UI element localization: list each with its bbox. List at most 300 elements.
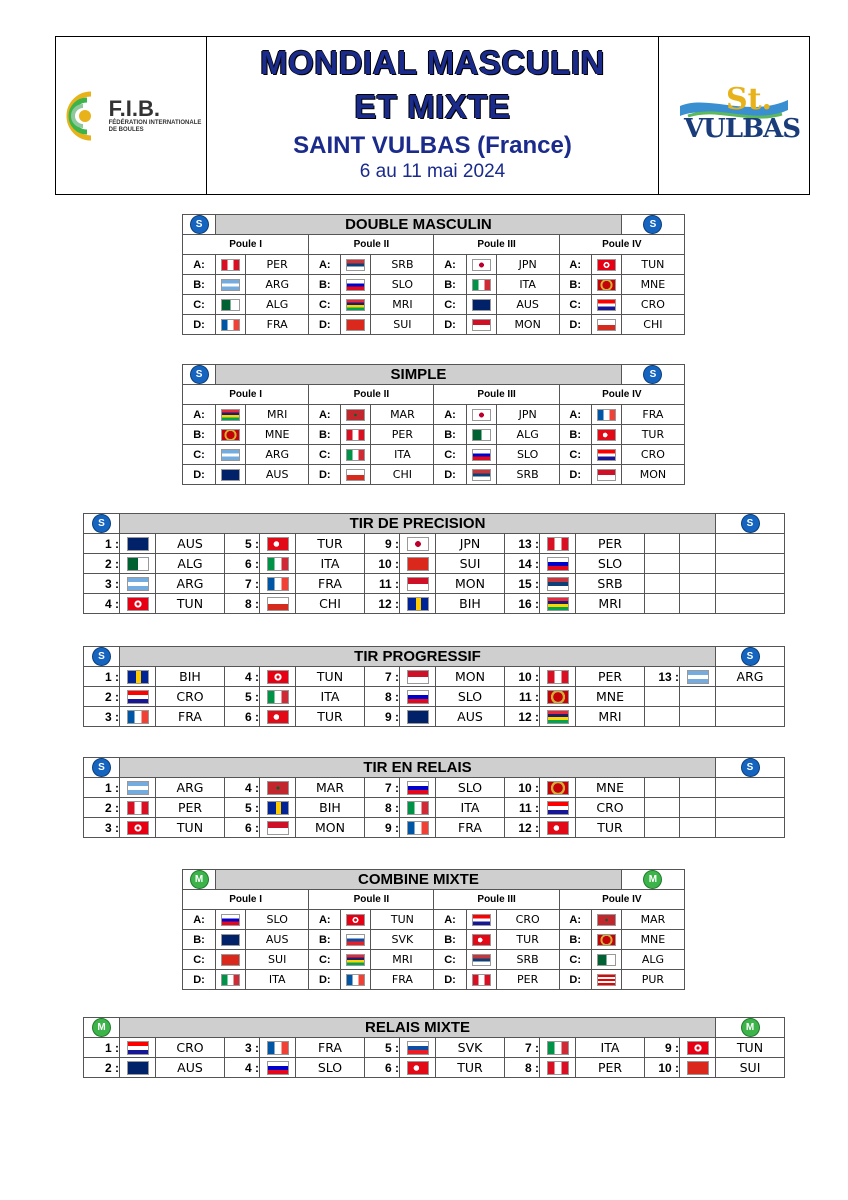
flag-srb-icon — [547, 577, 569, 591]
flag-tur-icon — [547, 821, 569, 835]
country-code: ARG — [156, 574, 225, 594]
pool-header: Poule IV — [559, 235, 684, 255]
flag-alg-icon — [127, 557, 149, 571]
country-code: CRO — [156, 687, 225, 707]
country-code: MNE — [621, 275, 684, 295]
flag-cell — [341, 315, 371, 335]
flag-ita-icon — [472, 279, 491, 291]
rank-label: 10 : — [365, 554, 400, 574]
flag-cell — [591, 930, 621, 950]
badge-cell-right — [621, 215, 684, 235]
table-row — [183, 255, 685, 275]
empty-cell — [716, 798, 785, 818]
country-code: JPN — [436, 534, 505, 554]
flag-mar-icon — [267, 781, 289, 795]
flag-fra-icon — [346, 974, 365, 986]
flag-cell — [216, 295, 246, 315]
flag-aus-icon — [221, 934, 240, 946]
country-code: PER — [576, 667, 645, 687]
seed-label: C: — [183, 950, 216, 970]
badge-cell-right — [716, 514, 785, 534]
rank-label: 5 : — [225, 687, 260, 707]
section-title: DOUBLE MASCULIN — [216, 215, 622, 235]
flag-cell — [540, 1058, 576, 1078]
flag-cell — [260, 534, 296, 554]
combine-mixte-table — [182, 869, 685, 990]
rank-label: 3 : — [84, 707, 120, 727]
rank-label: 5 : — [225, 798, 260, 818]
country-code: ARG — [156, 778, 225, 798]
country-code: MON — [496, 315, 559, 335]
flag-alg-icon — [472, 429, 491, 441]
flag-cell — [466, 405, 496, 425]
flag-cell — [591, 295, 621, 315]
flag-cell — [466, 425, 496, 445]
rank-label: 7 : — [505, 1038, 540, 1058]
flag-cell — [591, 255, 621, 275]
country-code: SUI — [716, 1058, 785, 1078]
flag-srb-icon — [472, 469, 491, 481]
flag-cell — [400, 1038, 436, 1058]
seed-label: B: — [183, 425, 216, 445]
badge-cell-right — [716, 758, 785, 778]
flag-cell — [120, 1038, 156, 1058]
flag-cell — [260, 778, 296, 798]
section-title-bar — [183, 870, 685, 890]
section-title: RELAIS MIXTE — [120, 1018, 716, 1038]
flag-cell — [400, 1058, 436, 1078]
empty-cell — [716, 818, 785, 838]
dates: 6 au 11 mai 2024 — [359, 161, 506, 182]
rank-label: 10 : — [505, 667, 540, 687]
table-row — [84, 1058, 785, 1078]
flag-arg-icon — [127, 577, 149, 591]
rank-label: 1 : — [84, 667, 120, 687]
flag-cell — [260, 707, 296, 727]
seed-label: D: — [559, 970, 591, 990]
empty-cell — [645, 574, 680, 594]
flag-cell — [400, 574, 436, 594]
country-code: FRA — [436, 818, 505, 838]
country-code: AUS — [156, 1058, 225, 1078]
rank-label: 13 : — [505, 534, 540, 554]
section-title: TIR DE PRECISION — [120, 514, 716, 534]
flag-srb-icon — [346, 259, 365, 271]
flag-per-icon — [472, 974, 491, 986]
country-code: ALG — [621, 950, 684, 970]
seed-label: B: — [434, 275, 466, 295]
rank-label: 16 : — [505, 594, 540, 614]
flag-cell — [400, 554, 436, 574]
flag-cell — [540, 554, 576, 574]
country-code: AUS — [246, 465, 309, 485]
flag-cell — [680, 1038, 716, 1058]
empty-cell — [680, 798, 716, 818]
seed-label: D: — [434, 465, 466, 485]
rank-label: 3 : — [84, 818, 120, 838]
flag-cell — [540, 574, 576, 594]
seed-label: D: — [434, 315, 466, 335]
fib-abbr: F.I.B. — [108, 95, 160, 121]
flag-slo-icon — [267, 1061, 289, 1075]
country-code: ALG — [496, 425, 559, 445]
location: SAINT VULBAS (France) — [293, 132, 572, 159]
flag-per-icon — [547, 537, 569, 551]
flag-mon-icon — [267, 821, 289, 835]
flag-slo-icon — [221, 914, 240, 926]
flag-cell — [216, 465, 246, 485]
rank-label: 12 : — [505, 707, 540, 727]
flag-cell — [591, 425, 621, 445]
badge-cell-left — [183, 215, 216, 235]
table-row — [84, 798, 785, 818]
country-code: ARG — [246, 275, 309, 295]
pool-header-row — [183, 235, 685, 255]
flag-sui-icon — [687, 1061, 709, 1075]
flag-cell — [260, 687, 296, 707]
badge-cell-right — [621, 870, 684, 890]
flag-cell — [120, 574, 156, 594]
seed-label: C: — [559, 950, 591, 970]
empty-cell — [645, 534, 680, 554]
flag-cell — [341, 445, 371, 465]
country-code: SRB — [576, 574, 645, 594]
country-code: CHI — [621, 315, 684, 335]
country-code: PER — [576, 1058, 645, 1078]
seed-label: C: — [559, 295, 591, 315]
empty-cell — [716, 594, 785, 614]
seed-label: C: — [434, 950, 466, 970]
table-row — [84, 534, 785, 554]
flag-ita-icon — [267, 690, 289, 704]
country-code: AUS — [496, 295, 559, 315]
flag-cell — [216, 255, 246, 275]
rank-label: 2 : — [84, 554, 120, 574]
seed-label: D: — [434, 970, 466, 990]
rank-label: 7 : — [225, 574, 260, 594]
rank-label: 2 : — [84, 798, 120, 818]
seed-label: B: — [309, 275, 341, 295]
singles-badge-icon: S — [93, 759, 110, 776]
seed-label: B: — [434, 930, 466, 950]
flag-cro-icon — [127, 1041, 149, 1055]
seed-label: A: — [434, 255, 466, 275]
country-code: CRO — [576, 798, 645, 818]
flag-cell — [341, 275, 371, 295]
seed-label: B: — [559, 275, 591, 295]
flag-cell — [341, 295, 371, 315]
pool-header: Poule I — [183, 890, 309, 910]
flag-ita-icon — [346, 449, 365, 461]
country-code: MON — [296, 818, 365, 838]
rank-label: 13 : — [645, 667, 680, 687]
section-title: TIR EN RELAIS — [120, 758, 716, 778]
section-title-bar — [84, 758, 785, 778]
rank-label: 11 : — [505, 798, 540, 818]
badge-cell-left — [84, 514, 120, 534]
singles-badge-icon: S — [93, 648, 110, 665]
flag-slo-icon — [407, 690, 429, 704]
country-code: ITA — [246, 970, 309, 990]
empty-cell — [716, 534, 785, 554]
singles-badge-icon: S — [191, 216, 208, 233]
flag-mne-icon — [547, 781, 569, 795]
badge-cell-right — [621, 365, 684, 385]
country-code: PER — [156, 798, 225, 818]
flag-arg-icon — [221, 279, 240, 291]
rank-label: 7 : — [365, 667, 400, 687]
seed-label: C: — [309, 950, 341, 970]
flag-cell — [466, 315, 496, 335]
double-masculin-table — [182, 214, 685, 335]
table-row — [183, 425, 685, 445]
country-code: AUS — [246, 930, 309, 950]
flag-fra-icon — [597, 409, 616, 421]
table-row — [183, 405, 685, 425]
flag-cell — [260, 1038, 296, 1058]
flag-cell — [466, 255, 496, 275]
flag-slo-icon — [346, 279, 365, 291]
country-code: MNE — [246, 425, 309, 445]
country-code: ITA — [296, 687, 365, 707]
country-code: MNE — [576, 778, 645, 798]
flag-cell — [400, 687, 436, 707]
flag-alg-icon — [597, 954, 616, 966]
country-code: FRA — [296, 1038, 365, 1058]
flag-cell — [540, 778, 576, 798]
flag-mri-icon — [346, 299, 365, 311]
table-row — [84, 818, 785, 838]
fib-fullname-1: FÉDÉRATION INTERNATIONALE — [108, 119, 202, 126]
seed-label: A: — [559, 405, 591, 425]
badge-cell-left — [84, 758, 120, 778]
flag-cell — [540, 534, 576, 554]
country-code: TUR — [296, 534, 365, 554]
flag-cell — [120, 534, 156, 554]
flag-cell — [591, 315, 621, 335]
flag-sui-icon — [346, 319, 365, 331]
empty-cell — [645, 798, 680, 818]
seed-label: B: — [559, 930, 591, 950]
pool-header: Poule III — [434, 385, 559, 405]
flag-svk-icon — [346, 934, 365, 946]
flag-cell — [466, 930, 496, 950]
flag-jpn-icon — [472, 259, 491, 271]
pool-header: Poule III — [434, 890, 559, 910]
country-code: SLO — [371, 275, 434, 295]
seed-label: B: — [183, 930, 216, 950]
flag-mne-icon — [547, 690, 569, 704]
country-code: TUR — [496, 930, 559, 950]
rank-label: 6 : — [365, 1058, 400, 1078]
empty-cell — [680, 687, 716, 707]
flag-chi-icon — [346, 469, 365, 481]
flag-cell — [466, 465, 496, 485]
table-row — [183, 910, 685, 930]
seed-label: A: — [183, 255, 216, 275]
fib-logo — [61, 86, 202, 146]
flag-cell — [341, 425, 371, 445]
flag-cell — [216, 950, 246, 970]
flag-slo-icon — [407, 781, 429, 795]
country-code: TUR — [296, 707, 365, 727]
country-code: CHI — [371, 465, 434, 485]
flag-cell — [400, 778, 436, 798]
seed-label: D: — [183, 970, 216, 990]
country-code: TUR — [576, 818, 645, 838]
flag-cell — [591, 465, 621, 485]
table-row — [84, 778, 785, 798]
flag-cell — [591, 275, 621, 295]
rank-label: 9 : — [365, 707, 400, 727]
flag-mon-icon — [472, 319, 491, 331]
country-code: TUN — [156, 594, 225, 614]
flag-arg-icon — [687, 670, 709, 684]
seed-label: D: — [559, 465, 591, 485]
flag-fra-icon — [267, 1041, 289, 1055]
flag-tur-icon — [267, 710, 289, 724]
flag-cell — [120, 778, 156, 798]
country-code: AUS — [156, 534, 225, 554]
flag-cell — [466, 275, 496, 295]
seed-label: A: — [309, 910, 341, 930]
table-row — [183, 970, 685, 990]
seed-label: A: — [434, 910, 466, 930]
seed-label: A: — [309, 405, 341, 425]
country-code: ALG — [156, 554, 225, 574]
flag-sui-icon — [221, 954, 240, 966]
flag-fra-icon — [127, 710, 149, 724]
seed-label: C: — [309, 295, 341, 315]
seed-label: B: — [559, 425, 591, 445]
singles-badge-icon: S — [644, 366, 661, 383]
fib-logo-icon — [61, 86, 105, 146]
country-code: PER — [496, 970, 559, 990]
flag-cell — [680, 1058, 716, 1078]
rank-label: 5 : — [225, 534, 260, 554]
title-line-2: ET MIXTE — [354, 88, 511, 125]
flag-tur-icon — [597, 429, 616, 441]
rank-label: 4 : — [84, 594, 120, 614]
rank-label: 9 : — [365, 534, 400, 554]
country-code: ITA — [296, 554, 365, 574]
country-code: SUI — [371, 315, 434, 335]
singles-badge-icon: S — [93, 515, 110, 532]
country-code: MRI — [576, 707, 645, 727]
country-code: SRB — [496, 950, 559, 970]
document-header — [55, 36, 810, 195]
country-code: MAR — [621, 910, 684, 930]
flag-pur-icon — [597, 974, 616, 986]
empty-cell — [645, 778, 680, 798]
seed-label: A: — [434, 405, 466, 425]
country-code: CRO — [621, 445, 684, 465]
seed-label: A: — [559, 910, 591, 930]
flag-cell — [400, 818, 436, 838]
flag-aus-icon — [127, 1061, 149, 1075]
rank-label: 8 : — [225, 594, 260, 614]
country-code: SVK — [371, 930, 434, 950]
flag-tun-icon — [267, 670, 289, 684]
empty-cell — [680, 554, 716, 574]
country-code: PER — [371, 425, 434, 445]
country-code: TUN — [156, 818, 225, 838]
country-code: CRO — [156, 1038, 225, 1058]
country-code: BIH — [436, 594, 505, 614]
country-code: MNE — [621, 930, 684, 950]
table-row — [183, 930, 685, 950]
flag-mri-icon — [547, 710, 569, 724]
flag-mar-icon — [346, 409, 365, 421]
rank-label: 1 : — [84, 778, 120, 798]
simple-table — [182, 364, 685, 485]
rank-label: 8 : — [365, 798, 400, 818]
flag-cell — [540, 687, 576, 707]
country-code: MRI — [246, 405, 309, 425]
seed-label: C: — [434, 445, 466, 465]
flag-cell — [341, 465, 371, 485]
seed-label: C: — [309, 445, 341, 465]
country-code: SRB — [371, 255, 434, 275]
flag-cell — [216, 425, 246, 445]
pool-header: Poule I — [183, 385, 309, 405]
tir-progressif-table — [83, 646, 785, 727]
country-code: BIH — [296, 798, 365, 818]
empty-cell — [716, 707, 785, 727]
seed-label: A: — [183, 910, 216, 930]
tir-relais-table — [83, 757, 785, 838]
flag-cell — [591, 910, 621, 930]
country-code: PER — [576, 534, 645, 554]
country-code: TUN — [296, 667, 365, 687]
seed-label: D: — [309, 465, 341, 485]
rank-label: 2 : — [84, 687, 120, 707]
badge-cell-left — [84, 1018, 120, 1038]
country-code: SLO — [496, 445, 559, 465]
empty-cell — [645, 818, 680, 838]
relais-mixte-table — [83, 1017, 785, 1078]
rank-label: 10 : — [505, 778, 540, 798]
country-code: SLO — [296, 1058, 365, 1078]
flag-cell — [341, 930, 371, 950]
flag-cell — [216, 315, 246, 335]
flag-bih-icon — [407, 597, 429, 611]
seed-label: B: — [309, 425, 341, 445]
country-code: MNE — [576, 687, 645, 707]
country-code: ARG — [246, 445, 309, 465]
badge-cell-left — [183, 870, 216, 890]
country-code: MRI — [371, 295, 434, 315]
title-cell — [207, 37, 659, 194]
rank-label: 11 : — [505, 687, 540, 707]
rank-label: 6 : — [225, 707, 260, 727]
empty-cell — [680, 594, 716, 614]
flag-mon-icon — [597, 469, 616, 481]
country-code: MAR — [296, 778, 365, 798]
flag-tur-icon — [267, 537, 289, 551]
flag-cell — [260, 1058, 296, 1078]
flag-cell — [540, 594, 576, 614]
flag-mne-icon — [597, 279, 616, 291]
country-code: MRI — [576, 594, 645, 614]
country-code: MON — [436, 667, 505, 687]
tir-precision-table — [83, 513, 785, 614]
country-code: FRA — [156, 707, 225, 727]
flag-cell — [260, 818, 296, 838]
badge-cell-right — [716, 647, 785, 667]
flag-bih-icon — [127, 670, 149, 684]
rank-label: 6 : — [225, 818, 260, 838]
